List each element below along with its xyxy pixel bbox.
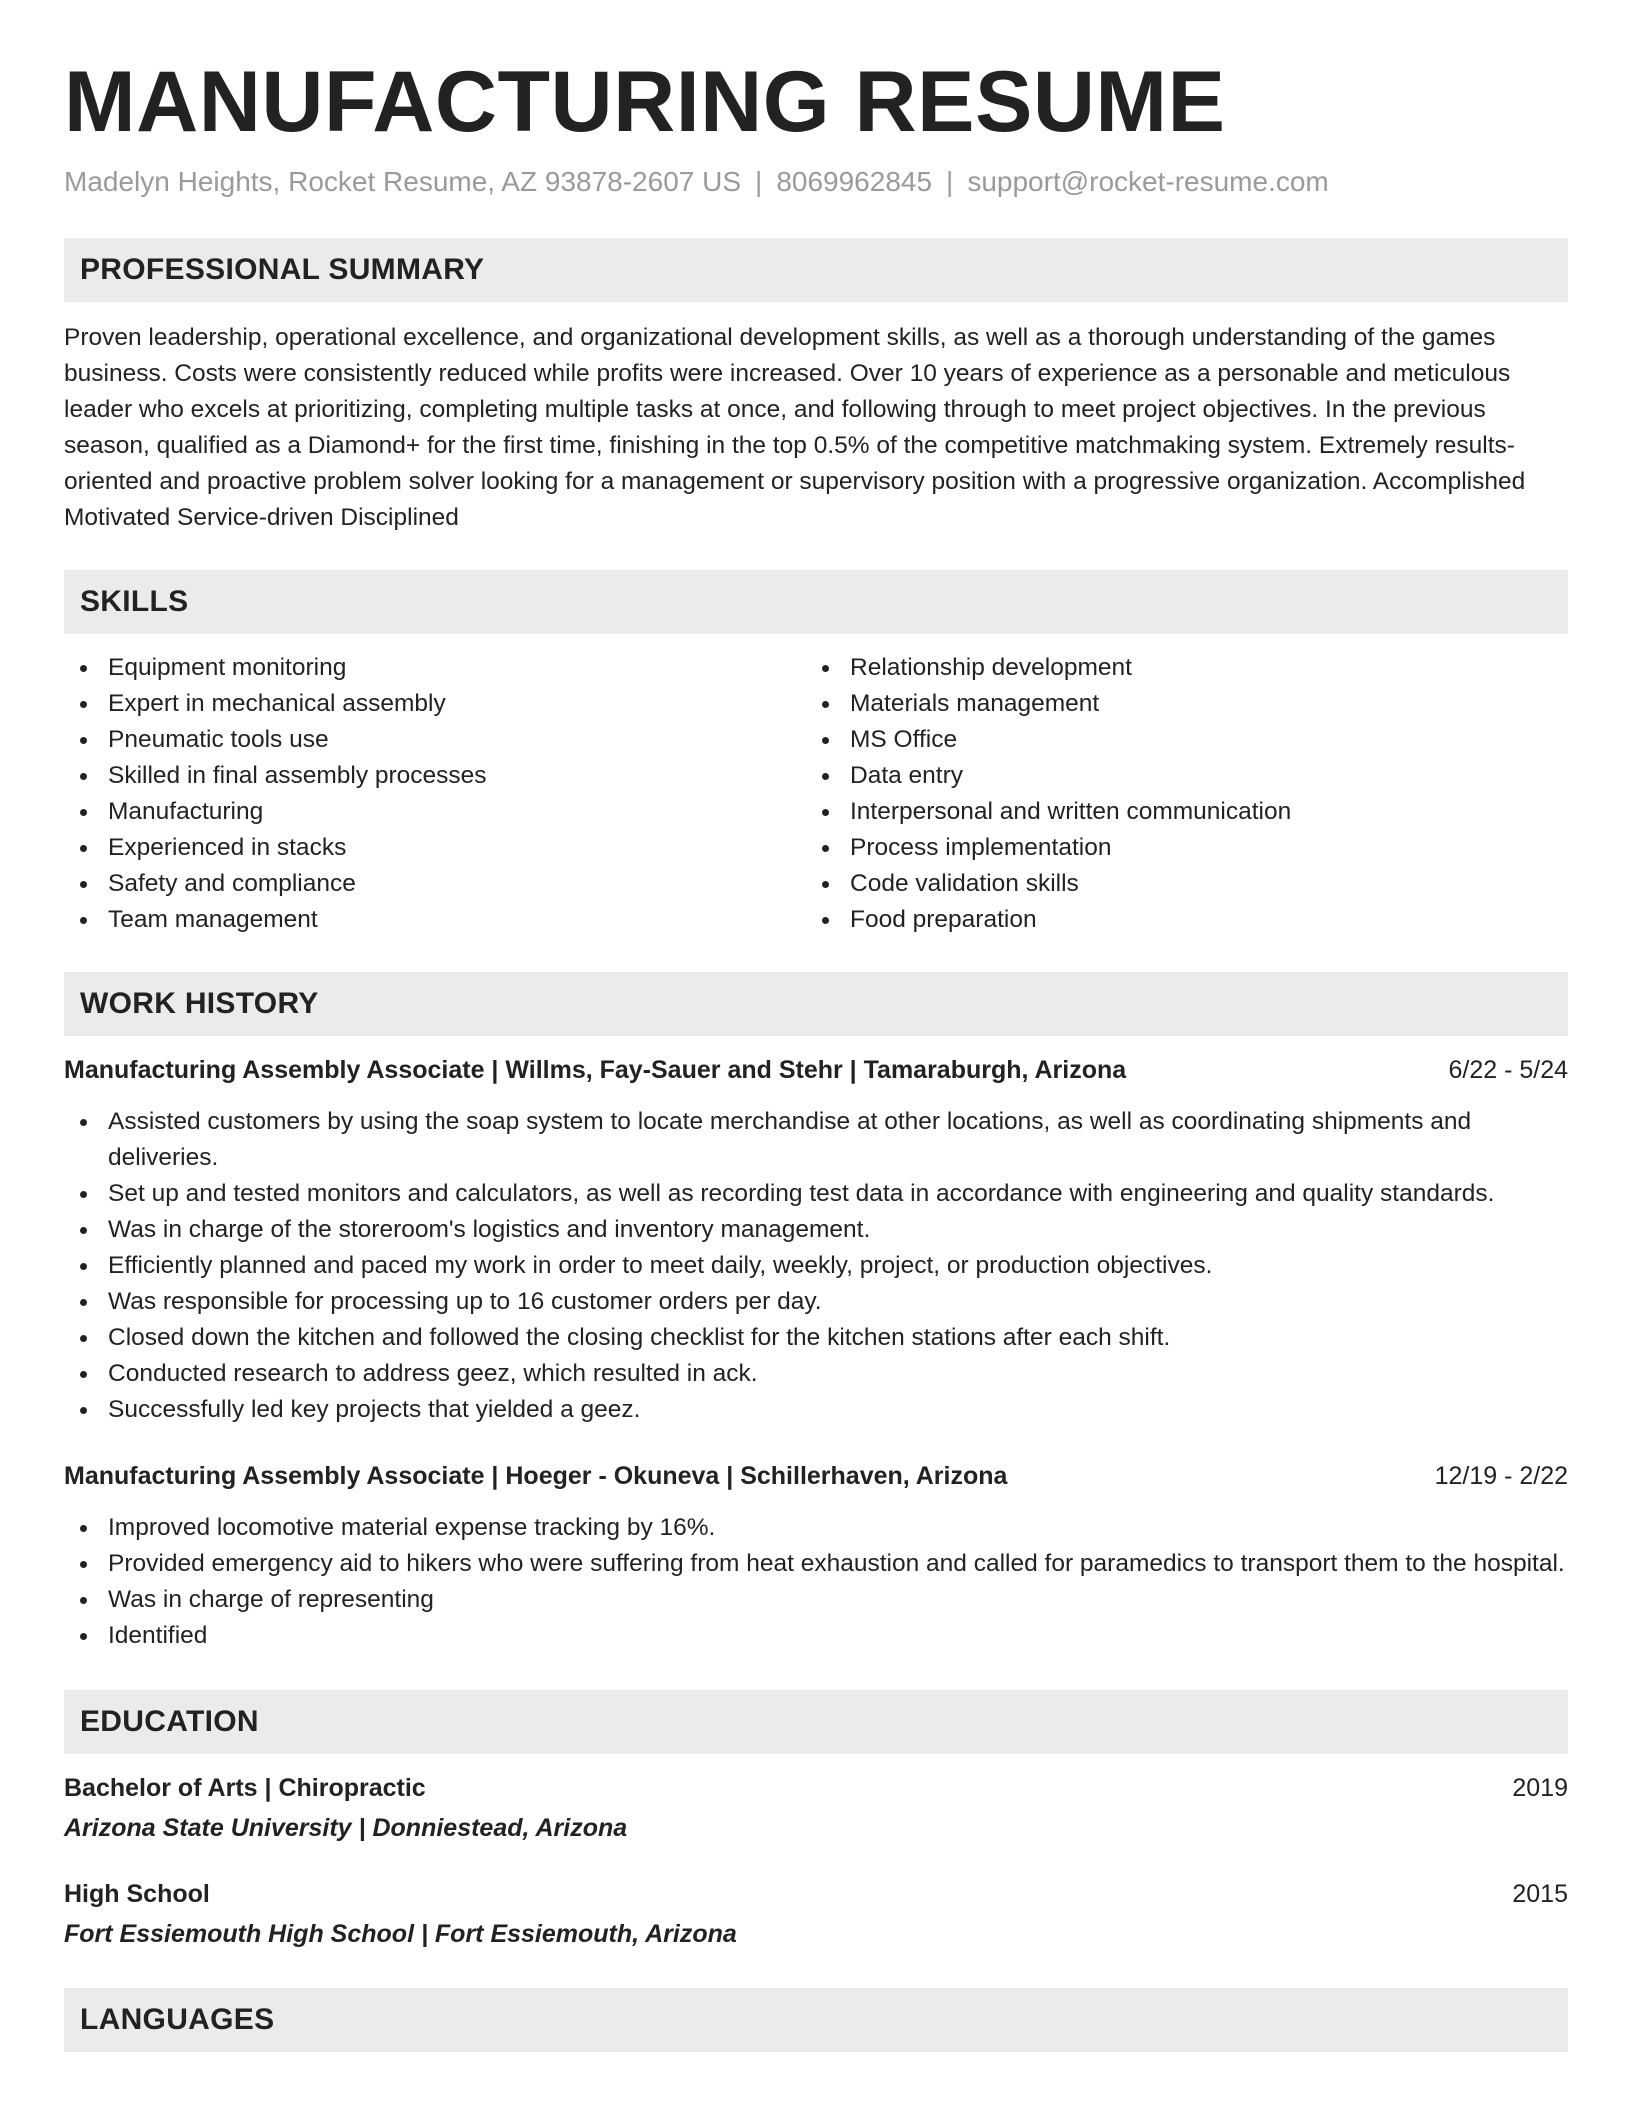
job-bullet: Closed down the kitchen and followed the closing checklist for the kitchen stations after each shift. [64, 1320, 1568, 1356]
education-header [64, 1876, 1568, 1912]
contact-line [64, 162, 1568, 202]
job-header [64, 1458, 1568, 1494]
skill-item: Pneumatic tools use [64, 722, 806, 758]
job-bullet: Provided emergency aid to hikers who were suffering from heat exhaustion and called for paramedics to transport them to the hospital. [64, 1546, 1568, 1582]
skills-list-right [806, 650, 1548, 938]
skill-item: Safety and compliance [64, 866, 806, 902]
contact-separator: | [755, 166, 763, 197]
skill-item: Food preparation [806, 902, 1548, 938]
education-entry [64, 1770, 1568, 1846]
job-bullets [64, 1104, 1568, 1428]
skill-item: Experienced in stacks [64, 830, 806, 866]
skill-item: Data entry [806, 758, 1548, 794]
skills-heading: SKILLS [64, 570, 1568, 634]
education-year: 2019 [1512, 1774, 1568, 1802]
summary-text: Proven leadership, operational excellence, and organizational development skills, as well as a thorough understanding of the games business. Costs were consistently reduced while profits were increased. Over 10 years of experience as a personable and meticulous leader who excels at prioritizing, completing multiple tasks at once, and following through to meet project objectives. In the previous season, qualified as a Diamond+ for the first time, finishing in the top 0.5% of the competitive matchmaking system. Extremely results-oriented and proactive problem solver looking for a management or supervisory position with a progressive organization. Accomplished Motivated Service-driven Disciplined [64, 324, 1526, 531]
education-school: Fort Essiemouth High School | Fort Essiemouth, Arizona [64, 1920, 737, 1948]
skill-item: Code validation skills [806, 866, 1548, 902]
contact-email[interactable]: support@rocket-resume.com [967, 166, 1329, 197]
job-bullet: Was in charge of representing [64, 1582, 1568, 1618]
summary-heading: PROFESSIONAL SUMMARY [64, 238, 1568, 302]
work-heading: WORK HISTORY [64, 972, 1568, 1036]
job-title: Manufacturing Assembly Associate | Willms, Fay-Sauer and Stehr | Tamaraburgh, Arizona [64, 1056, 1127, 1084]
resume-title: MANUFACTURING RESUME [64, 54, 1226, 150]
skill-item: Skilled in final assembly processes [64, 758, 806, 794]
education-degree: Bachelor of Arts | Chiropractic [64, 1774, 426, 1802]
education-degree: High School [64, 1880, 210, 1908]
education-heading: EDUCATION [64, 1690, 1568, 1754]
job-entry [64, 1458, 1568, 1654]
skill-item: Relationship development [806, 650, 1548, 686]
job-header [64, 1052, 1568, 1088]
skill-item: Interpersonal and written communication [806, 794, 1548, 830]
job-bullet: Conducted research to address geez, which resulted in ack. [64, 1356, 1568, 1392]
job-dates: 6/22 - 5/24 [1448, 1056, 1568, 1084]
job-title: Manufacturing Assembly Associate | Hoeger - Okuneva | Schillerhaven, Arizona [64, 1462, 1008, 1490]
skill-item: Team management [64, 902, 806, 938]
job-bullet: Was in charge of the storeroom's logistics and inventory management. [64, 1212, 1568, 1248]
skills-columns [64, 650, 1568, 938]
job-bullet: Identified [64, 1618, 1568, 1654]
education-school: Arizona State University | Donniestead, Arizona [64, 1814, 628, 1842]
education-header [64, 1770, 1568, 1806]
contact-phone: 8069962845 [776, 166, 933, 197]
job-bullet: Efficiently planned and paced my work in order to meet daily, weekly, project, or production objectives. [64, 1248, 1568, 1284]
job-bullet: Set up and tested monitors and calculators, as well as recording test data in accordance with engineering and quality standards. [64, 1176, 1568, 1212]
job-bullet: Assisted customers by using the soap system to locate merchandise at other locations, as well as coordinating shipments and deliveries. [64, 1104, 1568, 1176]
skill-item: Equipment monitoring [64, 650, 806, 686]
job-dates: 12/19 - 2/22 [1434, 1462, 1568, 1490]
skill-item: Process implementation [806, 830, 1548, 866]
job-entry [64, 1052, 1568, 1428]
skills-list-left [64, 650, 806, 938]
education-year: 2015 [1512, 1880, 1568, 1908]
job-bullet: Successfully led key projects that yielded a geez. [64, 1392, 1568, 1428]
languages-heading: LANGUAGES [64, 1988, 1568, 2052]
skill-item: Expert in mechanical assembly [64, 686, 806, 722]
job-bullet: Was responsible for processing up to 16 customer orders per day. [64, 1284, 1568, 1320]
skill-item: Manufacturing [64, 794, 806, 830]
skill-item: Materials management [806, 686, 1548, 722]
contact-address: Madelyn Heights, Rocket Resume, AZ 93878-2607 US [64, 166, 742, 197]
skill-item: MS Office [806, 722, 1548, 758]
education-entry [64, 1876, 1568, 1952]
job-bullets [64, 1510, 1568, 1654]
job-bullet: Improved locomotive material expense tracking by 16%. [64, 1510, 1568, 1546]
contact-separator: | [946, 166, 954, 197]
